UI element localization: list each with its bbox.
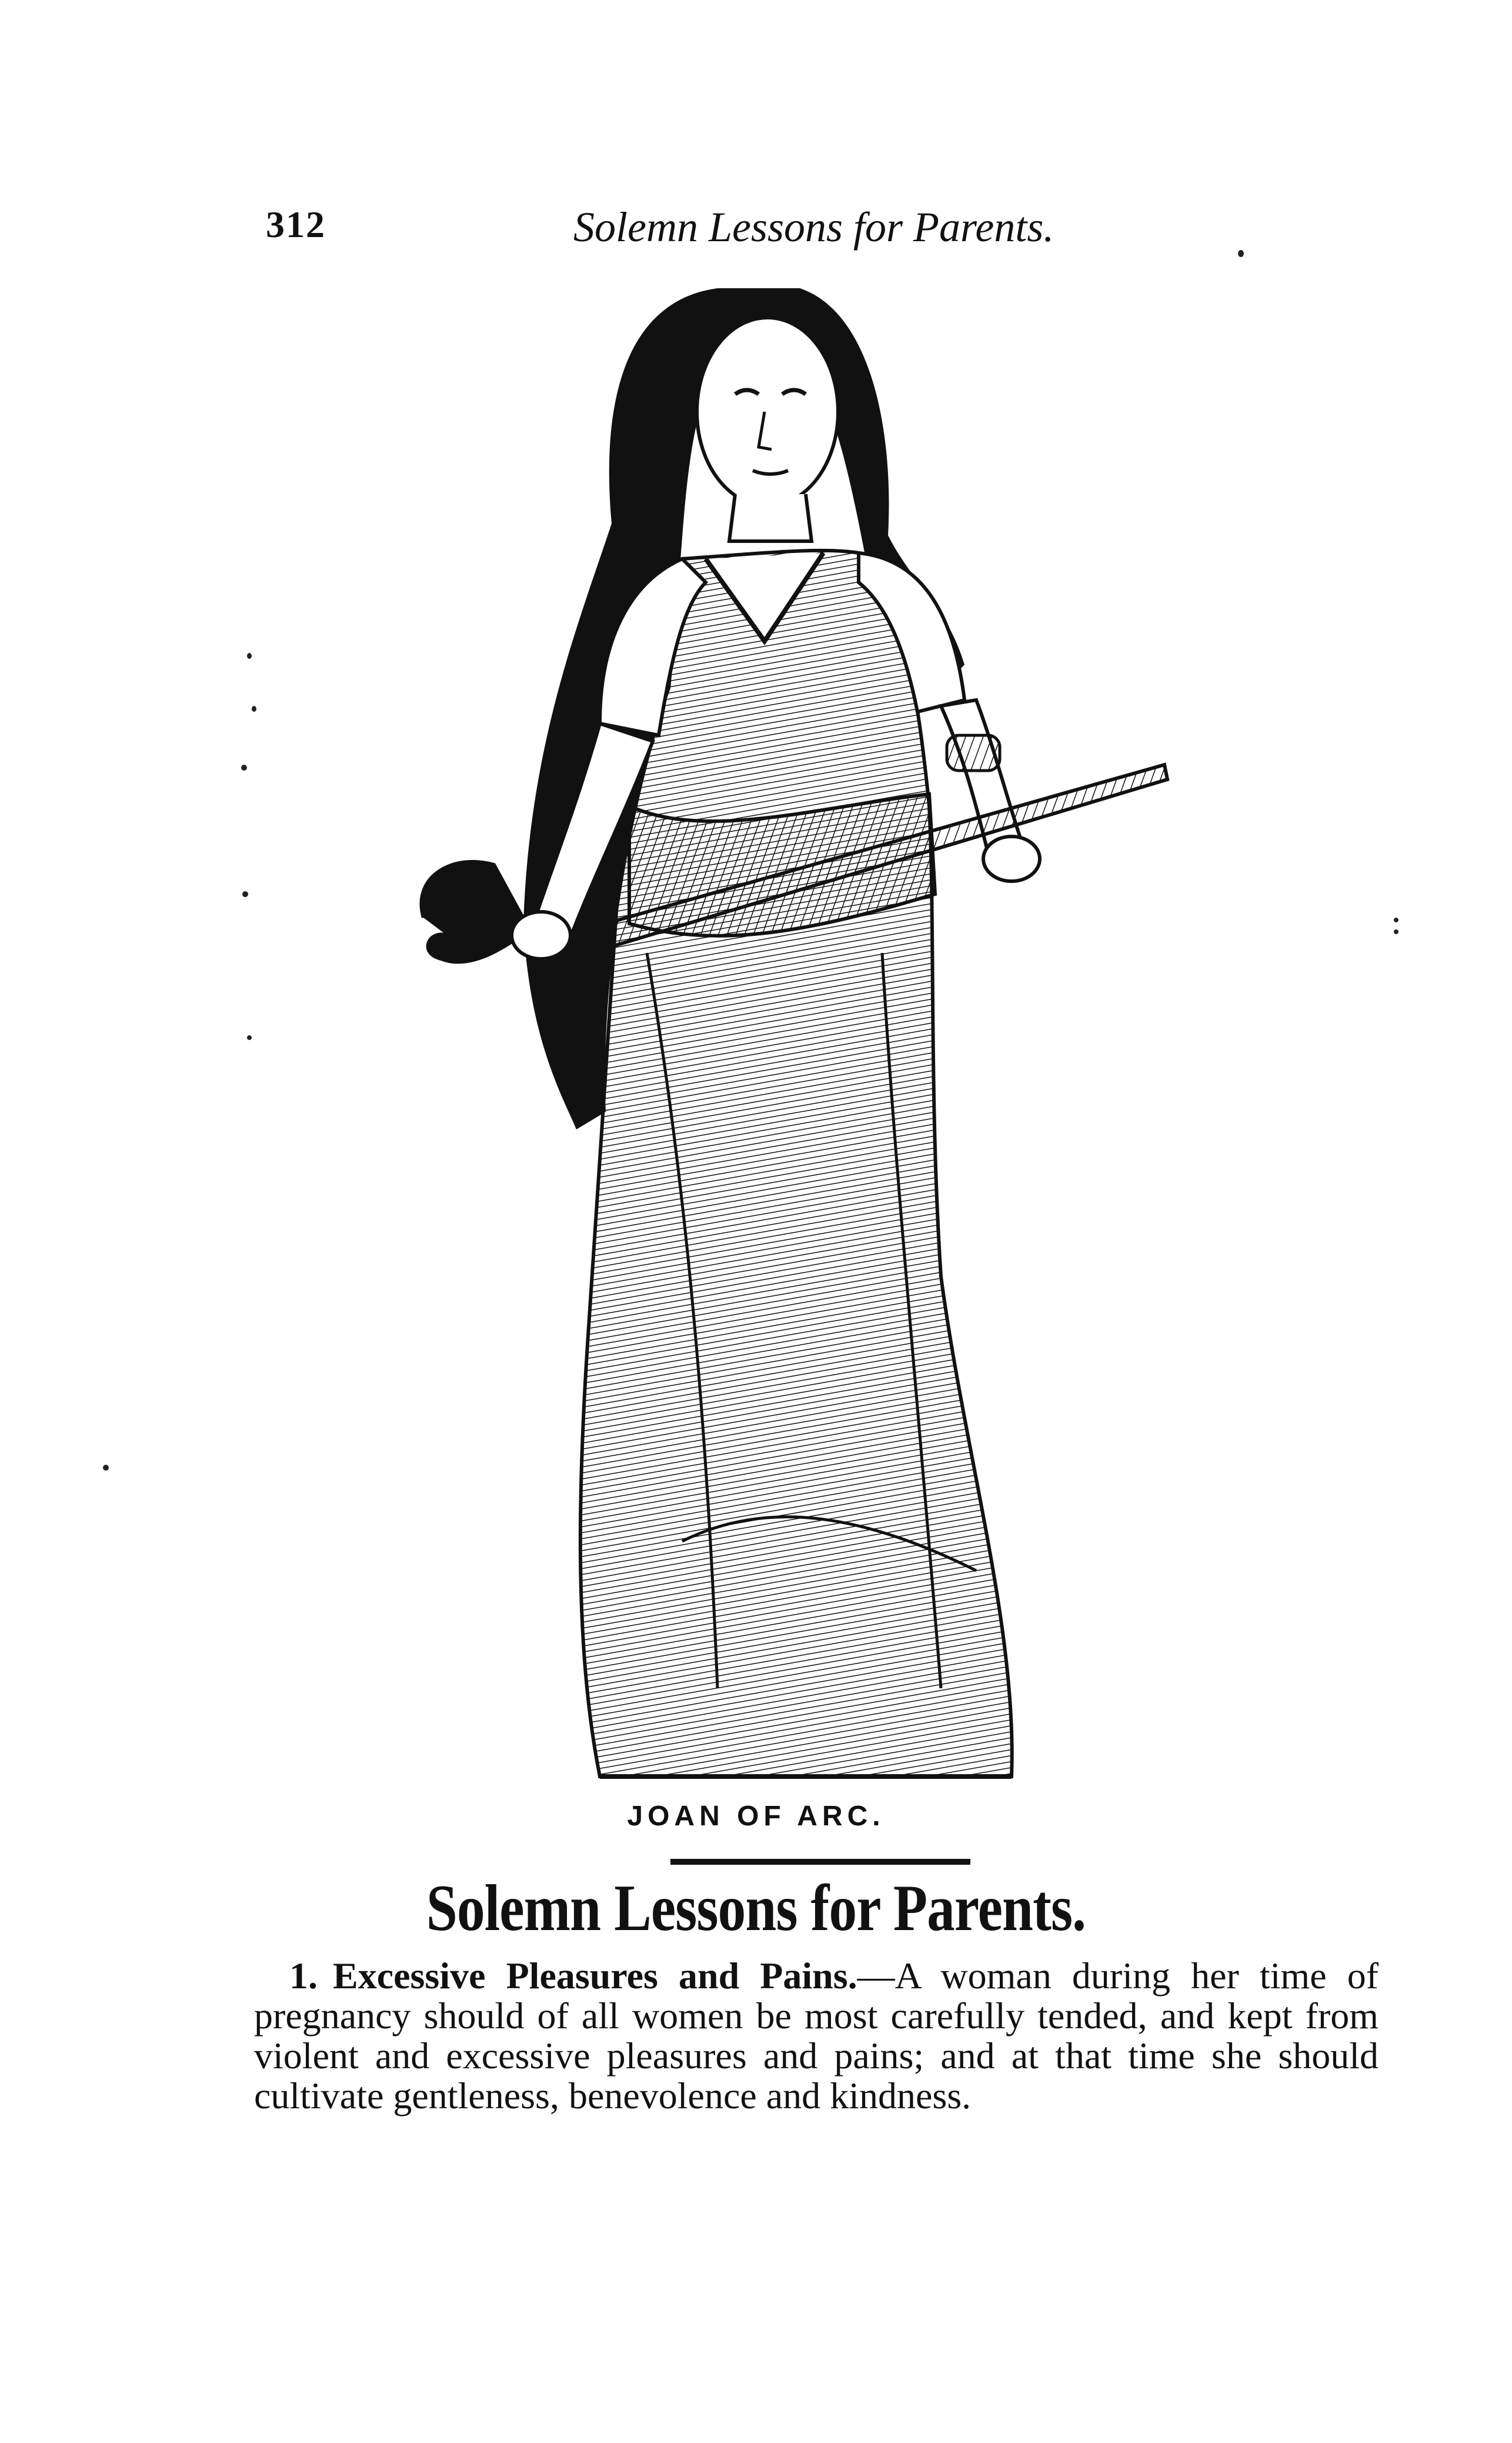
scan-speck xyxy=(247,653,252,659)
sword-hilt xyxy=(422,862,529,962)
scan-speck xyxy=(103,1465,109,1471)
scan-speck xyxy=(1238,250,1244,257)
paragraph-number: 1. xyxy=(289,1955,318,1997)
scan-speck xyxy=(241,765,247,771)
body-paragraph xyxy=(254,1956,1379,2116)
scan-speck xyxy=(252,706,256,712)
paragraph-text: —A woman during her time of pregnancy should of all women be most carefully tended, and kept from violent and excessive pleasures and pains; and at that time she should cultivate gentleness, benevolence and kindness. xyxy=(254,1955,1379,2117)
running-title: Solemn Lessons for Parents. xyxy=(573,204,1054,251)
scan-speck xyxy=(1394,918,1398,922)
page-number: 312 xyxy=(266,204,326,245)
scan-speck xyxy=(1394,929,1398,934)
dress xyxy=(580,551,1012,1777)
divider-rule xyxy=(670,1859,970,1865)
scan-speck xyxy=(242,891,248,897)
section-title: Solemn Lessons for Parents. xyxy=(426,1872,1086,1945)
paragraph-heading: Excessive Pleasures and Pains. xyxy=(333,1955,857,1997)
scan-speck xyxy=(247,1035,252,1040)
face xyxy=(697,318,838,506)
joan-of-arc-illustration xyxy=(353,276,1188,1806)
engraving-svg xyxy=(353,276,1188,1806)
illustration-caption: JOAN OF ARC. xyxy=(627,1801,885,1832)
